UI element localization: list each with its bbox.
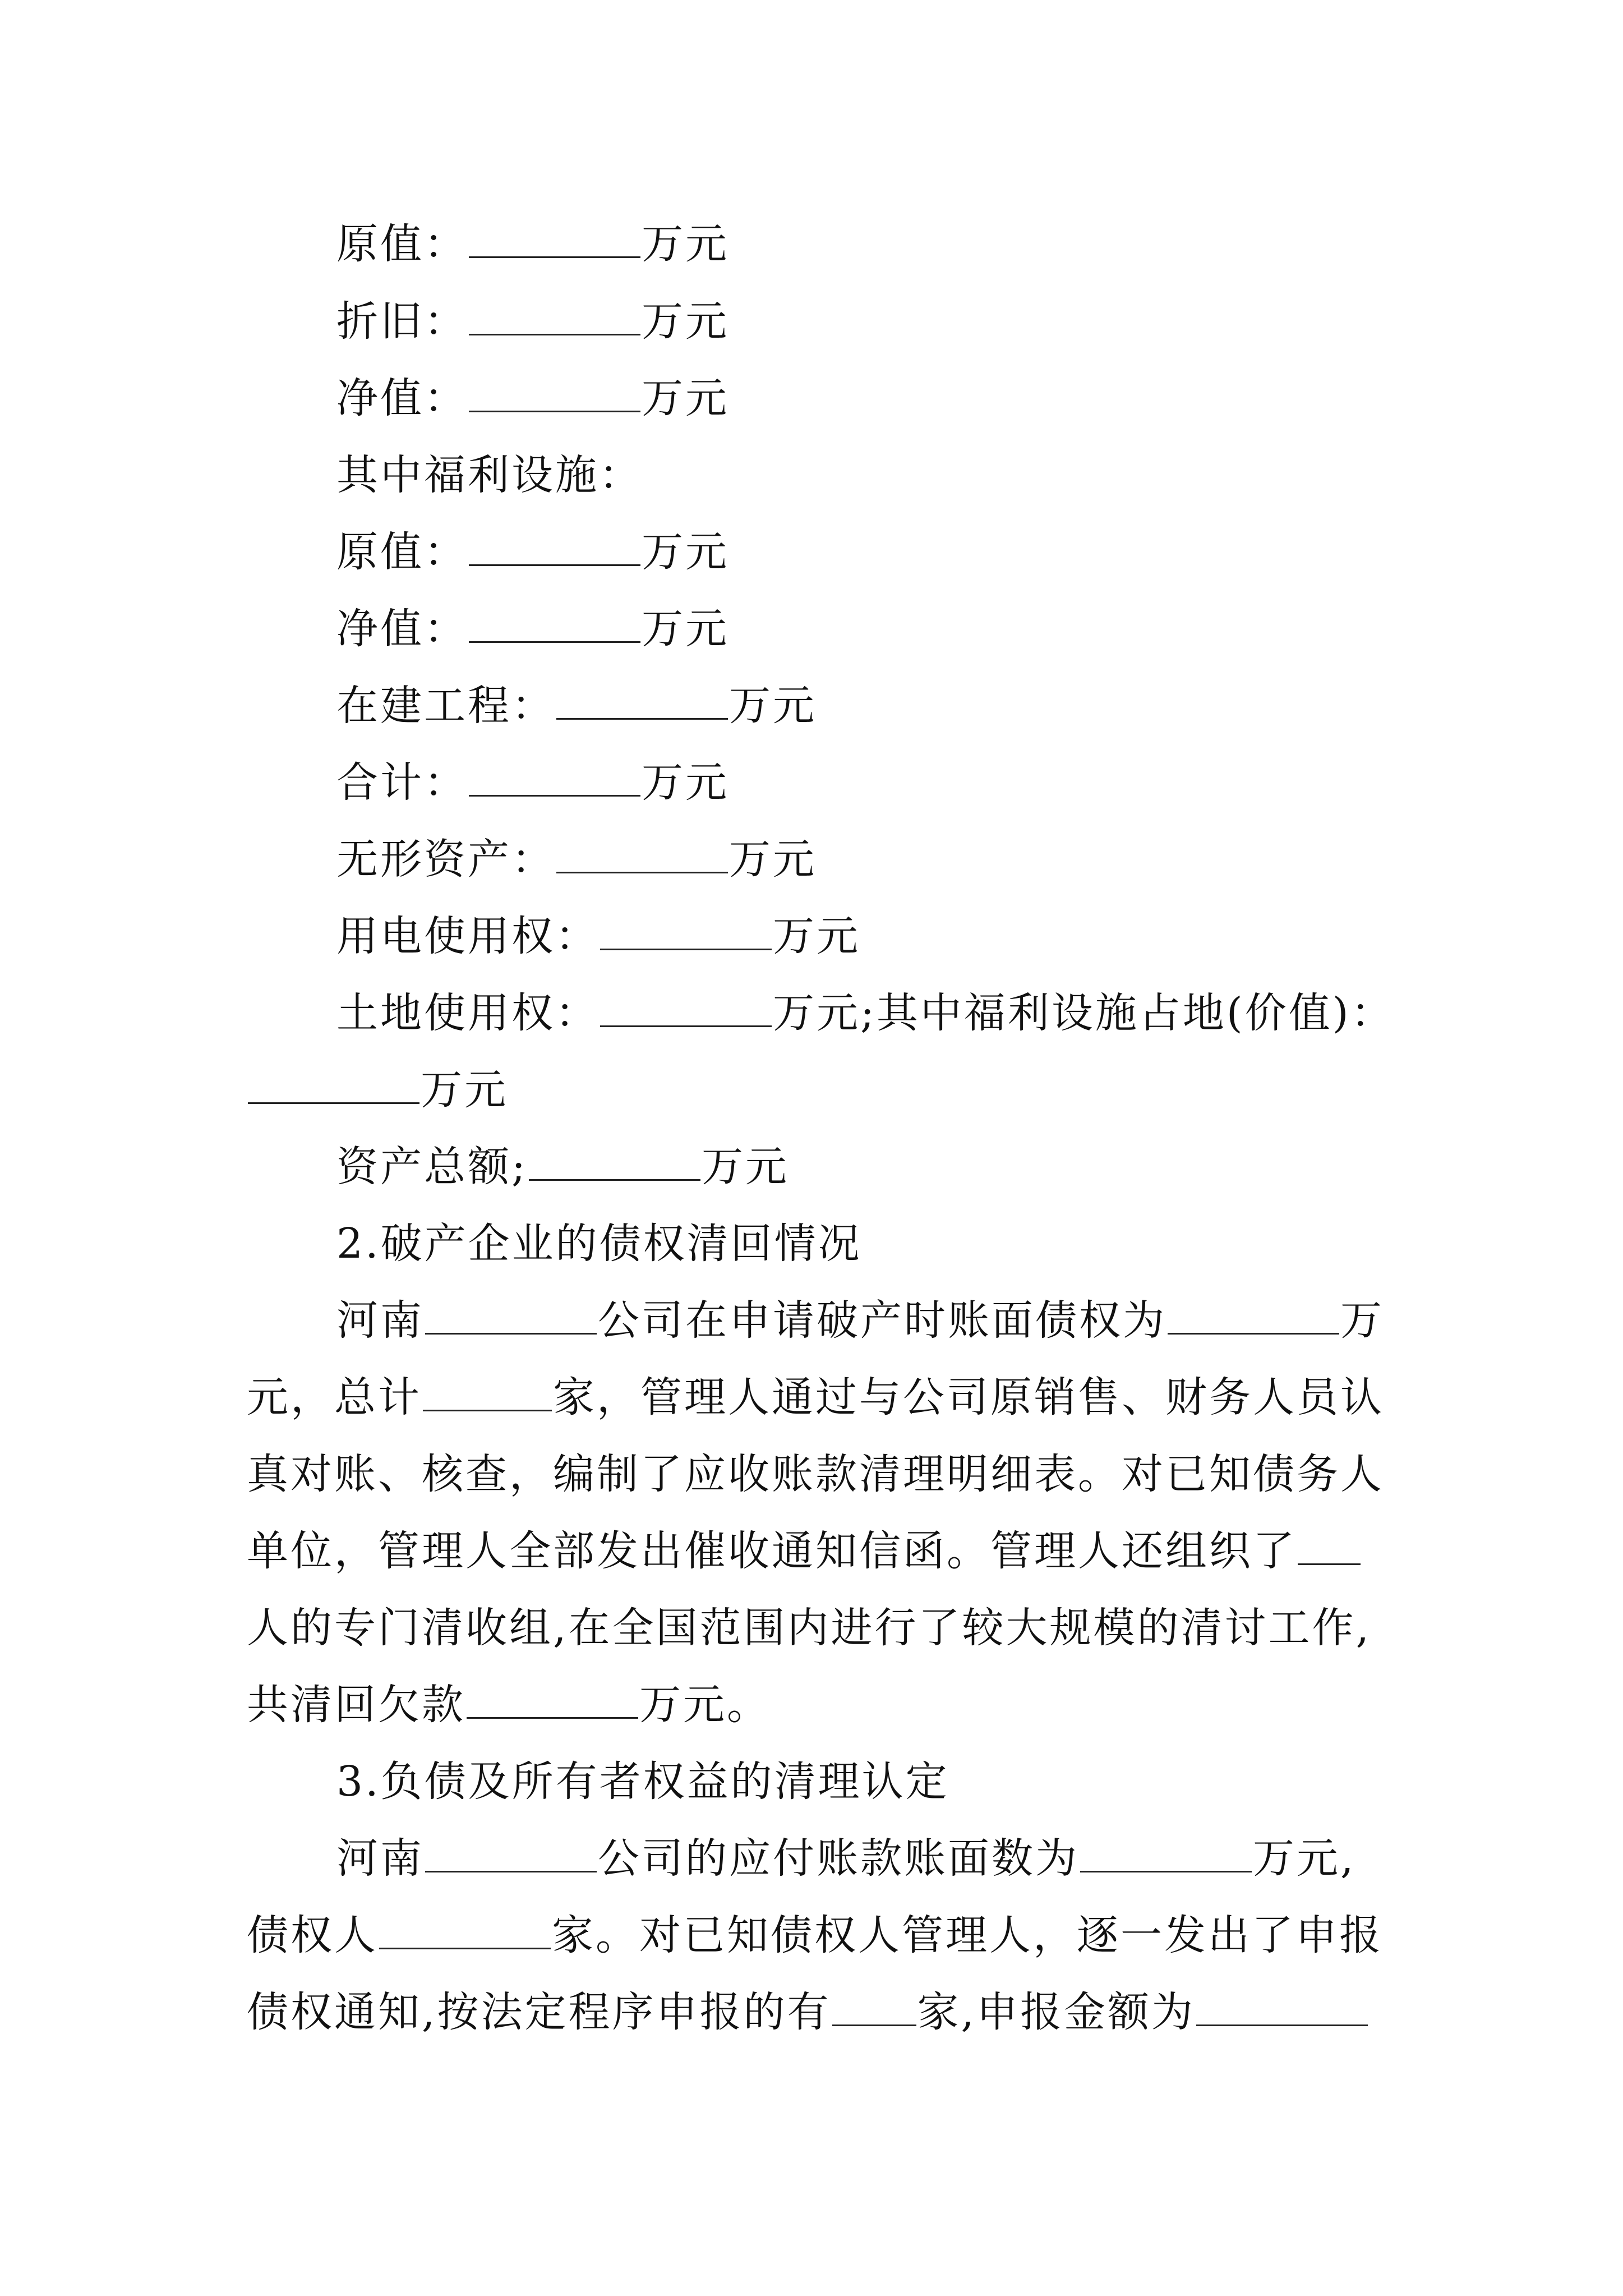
land-right-line [336,985,1395,1041]
paragraph-text: 万元, [1253,1834,1356,1883]
paragraph-text: 万 [1340,1296,1384,1345]
fill-blank [1080,1836,1252,1872]
section2-line-4 [247,1523,1362,1579]
fill-blank [469,606,640,643]
unit-label: 万元 [421,1066,508,1114]
total-label: 合计： [336,758,468,807]
unit-label: 万元 [642,528,729,576]
fill-blank [425,1298,597,1335]
unit-label: 万元 [729,835,817,884]
fill-blank [425,1836,597,1872]
fill-blank [556,837,728,873]
section3-heading [336,1754,949,1810]
section2-line-1 [336,1292,1384,1349]
paragraph-text: 单位，管理人全部发出催收通知信函。管理人还组织了 [247,1527,1297,1575]
construction-line [336,678,817,734]
welfare-net-line [336,601,729,657]
unit-label: 万元 [642,297,729,346]
paragraph-text: 家,申报金额为 [917,1988,1196,2036]
paragraph-text: 河南 [336,1834,424,1883]
fill-blank [467,1682,638,1719]
section3-line-3 [247,1984,1369,2040]
total-line [336,754,729,811]
fill-blank [469,760,640,797]
original-value-label: 原值： [336,220,468,268]
fill-blank [1196,1990,1368,2026]
fill-blank [529,1144,700,1181]
welfare-original-label: 原值： [336,528,468,576]
total-assets-line [336,1139,789,1195]
welfare-net-label: 净值： [336,605,468,653]
fill-blank [600,914,772,950]
fill-blank [556,683,728,720]
paragraph-text: 公司的应付账款账面数为 [598,1834,1079,1883]
fill-blank [832,1990,916,2026]
section2-line-2 [247,1369,1384,1425]
net-value-line [336,370,729,426]
paragraph-text: 河南 [336,1296,424,1345]
paragraph-text: 元，总计 [247,1373,422,1421]
depreciation-label: 折旧： [336,297,468,346]
fill-blank [469,299,640,335]
section-heading: 2.破产企业的债权清回情况 [336,1220,862,1268]
welfare-original-line [336,524,729,580]
paragraph-text: 债权通知,按法定程序申报的有 [247,1988,831,2036]
section2-line-3 [247,1446,1384,1502]
section2-heading [336,1216,862,1272]
intangible-label: 无形资产： [336,835,555,884]
construction-label: 在建工程： [336,682,555,730]
section2-line-6 [247,1677,771,1733]
land-right-label: 土地使用权： [336,989,599,1037]
section3-line-1 [336,1830,1356,1887]
unit-label: 万元 [701,1143,789,1191]
fill-blank [469,530,640,566]
fill-blank [600,991,772,1027]
unit-label: 万元 [642,220,729,268]
original-value-line [336,216,729,272]
fill-blank [1168,1298,1339,1335]
fill-blank [379,1913,551,1949]
fill-blank [469,222,640,258]
unit-label: 万元 [642,374,729,422]
section3-line-2 [247,1907,1383,1963]
paragraph-text: 万元。 [639,1681,771,1729]
unit-label: 万元 [642,758,729,807]
unit-label: 万元 [642,605,729,653]
total-assets-label: 资产总额; [336,1143,528,1191]
section-heading: 3.负债及所有者权益的清理认定 [336,1757,949,1806]
power-right-label: 用电使用权： [336,912,599,960]
fill-blank [248,1068,419,1104]
welfare-heading: 其中福利设施： [336,451,643,499]
fill-blank [469,376,640,412]
land-right-suffix: 万元;其中福利设施占地(价值)： [773,989,1395,1037]
paragraph-text: 真对账、核查，编制了应收账款清理明细表。对已知债务人 [247,1450,1384,1498]
net-value-label: 净值： [336,374,468,422]
unit-label: 万元 [773,912,860,960]
depreciation-line [336,293,729,349]
fill-blank [1298,1529,1361,1565]
paragraph-text: 家。对已知债权人管理人，逐一发出了申报 [552,1911,1383,1959]
power-right-line [336,908,860,964]
unit-label: 万元 [729,682,817,730]
land-right-continued-line [247,1062,508,1118]
paragraph-text: 债权人 [247,1911,378,1959]
fill-blank [423,1375,552,1411]
paragraph-text: 家，管理人通过与公司原销售、财务人员认 [553,1373,1384,1421]
paragraph-text: 人的专门清收组,在全国范围内进行了较大规模的清讨工作, [247,1604,1372,1652]
welfare-heading-line [336,447,643,503]
section2-line-5 [247,1600,1371,1656]
paragraph-text: 公司在申请破产时账面债权为 [598,1296,1166,1345]
paragraph-text: 共清回欠款 [247,1681,465,1729]
intangible-line [336,831,817,887]
